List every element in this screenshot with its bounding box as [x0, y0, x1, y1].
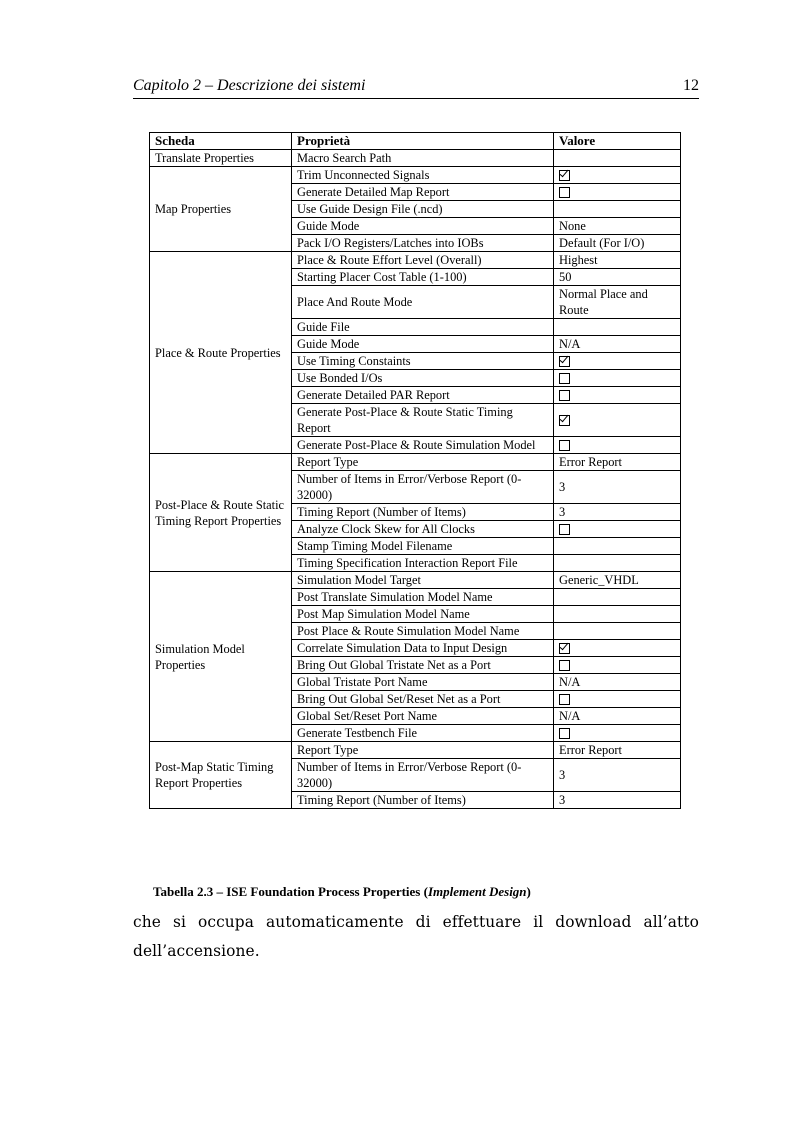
value-cell	[554, 691, 681, 708]
checked-checkbox-icon	[559, 356, 570, 367]
property-cell: Simulation Model Target	[292, 572, 554, 589]
property-cell: Use Bonded I/Os	[292, 370, 554, 387]
value-cell	[554, 353, 681, 370]
unchecked-checkbox-icon	[559, 440, 570, 451]
table-row	[150, 252, 681, 269]
caption-prefix: Tabella 2.3 – ISE Foundation Process Properties (	[153, 884, 428, 899]
value-cell	[554, 623, 681, 640]
value-cell	[554, 404, 681, 437]
value-cell: Generic_VHDL	[554, 572, 681, 589]
property-cell: Generate Testbench File	[292, 725, 554, 742]
property-cell: Post Map Simulation Model Name	[292, 606, 554, 623]
property-cell: Starting Placer Cost Table (1-100)	[292, 269, 554, 286]
value-cell: 3	[554, 759, 681, 792]
caption-suffix: )	[526, 884, 531, 899]
unchecked-checkbox-icon	[559, 728, 570, 739]
value-cell: Normal Place and Route	[554, 286, 681, 319]
property-cell: Post Place & Route Simulation Model Name	[292, 623, 554, 640]
table-caption	[153, 884, 531, 900]
property-cell: Pack I/O Registers/Latches into IOBs	[292, 235, 554, 252]
value-cell: N/A	[554, 336, 681, 353]
value-cell	[554, 538, 681, 555]
property-cell: Macro Search Path	[292, 150, 554, 167]
property-cell: Timing Report (Number of Items)	[292, 792, 554, 809]
value-cell	[554, 521, 681, 538]
value-cell	[554, 387, 681, 404]
table-body	[150, 150, 681, 809]
value-cell: Highest	[554, 252, 681, 269]
unchecked-checkbox-icon	[559, 373, 570, 384]
value-cell: 3	[554, 792, 681, 809]
value-cell: Error Report	[554, 742, 681, 759]
table-row	[150, 454, 681, 471]
unchecked-checkbox-icon	[559, 524, 570, 535]
property-cell: Number of Items in Error/Verbose Report (0-32000)	[292, 759, 554, 792]
column-header: Scheda	[150, 133, 292, 150]
property-cell: Generate Post-Place & Route Static Timing Report	[292, 404, 554, 437]
unchecked-checkbox-icon	[559, 660, 570, 671]
property-cell: Timing Report (Number of Items)	[292, 504, 554, 521]
column-header: Proprietà	[292, 133, 554, 150]
checked-checkbox-icon	[559, 170, 570, 181]
group-name-cell: Translate Properties	[150, 150, 292, 167]
unchecked-checkbox-icon	[559, 187, 570, 198]
chapter-title: Capitolo 2 – Descrizione dei sistemi	[133, 77, 366, 94]
property-cell: Global Tristate Port Name	[292, 674, 554, 691]
property-cell: Guide File	[292, 319, 554, 336]
value-cell	[554, 640, 681, 657]
value-cell: 3	[554, 471, 681, 504]
table-row	[150, 150, 681, 167]
value-cell	[554, 150, 681, 167]
table-row	[150, 742, 681, 759]
group-name-cell: Place & Route Properties	[150, 252, 292, 454]
property-cell: Generate Detailed Map Report	[292, 184, 554, 201]
value-cell: 3	[554, 504, 681, 521]
table-header-row	[150, 133, 681, 150]
property-cell: Post Translate Simulation Model Name	[292, 589, 554, 606]
value-cell	[554, 319, 681, 336]
value-cell	[554, 589, 681, 606]
property-cell: Report Type	[292, 454, 554, 471]
caption-italic: Implement Design	[427, 884, 527, 899]
process-properties-table	[149, 132, 681, 809]
property-cell: Guide Mode	[292, 218, 554, 235]
value-cell	[554, 725, 681, 742]
property-cell: Generate Post-Place & Route Simulation Model	[292, 437, 554, 454]
property-cell: Use Guide Design File (.ncd)	[292, 201, 554, 218]
value-cell	[554, 201, 681, 218]
property-cell: Global Set/Reset Port Name	[292, 708, 554, 725]
value-cell: Error Report	[554, 454, 681, 471]
property-cell: Place And Route Mode	[292, 286, 554, 319]
property-cell: Correlate Simulation Data to Input Design	[292, 640, 554, 657]
property-cell: Number of Items in Error/Verbose Report (0-32000)	[292, 471, 554, 504]
value-cell	[554, 167, 681, 184]
property-cell: Guide Mode	[292, 336, 554, 353]
property-cell: Place & Route Effort Level (Overall)	[292, 252, 554, 269]
body-paragraph: che si occupa automaticamente di effettuare il download all’atto dell’accensione.	[133, 913, 699, 960]
property-cell: Use Timing Constaints	[292, 353, 554, 370]
unchecked-checkbox-icon	[559, 694, 570, 705]
property-cell: Analyze Clock Skew for All Clocks	[292, 521, 554, 538]
value-cell	[554, 184, 681, 201]
value-cell	[554, 437, 681, 454]
value-cell: 50	[554, 269, 681, 286]
column-header: Valore	[554, 133, 681, 150]
property-cell: Stamp Timing Model Filename	[292, 538, 554, 555]
property-cell: Report Type	[292, 742, 554, 759]
value-cell	[554, 606, 681, 623]
property-cell: Generate Detailed PAR Report	[292, 387, 554, 404]
group-name-cell: Map Properties	[150, 167, 292, 252]
page-header	[133, 76, 699, 99]
value-cell	[554, 657, 681, 674]
value-cell: None	[554, 218, 681, 235]
checked-checkbox-icon	[559, 415, 570, 426]
value-cell: N/A	[554, 674, 681, 691]
unchecked-checkbox-icon	[559, 390, 570, 401]
property-cell: Timing Specification Interaction Report File	[292, 555, 554, 572]
value-cell: N/A	[554, 708, 681, 725]
value-cell	[554, 370, 681, 387]
group-name-cell: Simulation Model Properties	[150, 572, 292, 742]
property-cell: Bring Out Global Set/Reset Net as a Port	[292, 691, 554, 708]
property-cell: Bring Out Global Tristate Net as a Port	[292, 657, 554, 674]
group-name-cell: Post-Map Static Timing Report Properties	[150, 742, 292, 809]
checked-checkbox-icon	[559, 643, 570, 654]
table-row	[150, 167, 681, 184]
page-number: 12	[683, 77, 699, 94]
group-name-cell: Post-Place & Route Static Timing Report Properties	[150, 454, 292, 572]
value-cell	[554, 555, 681, 572]
table-row	[150, 572, 681, 589]
property-cell: Trim Unconnected Signals	[292, 167, 554, 184]
value-cell: Default (For I/O)	[554, 235, 681, 252]
